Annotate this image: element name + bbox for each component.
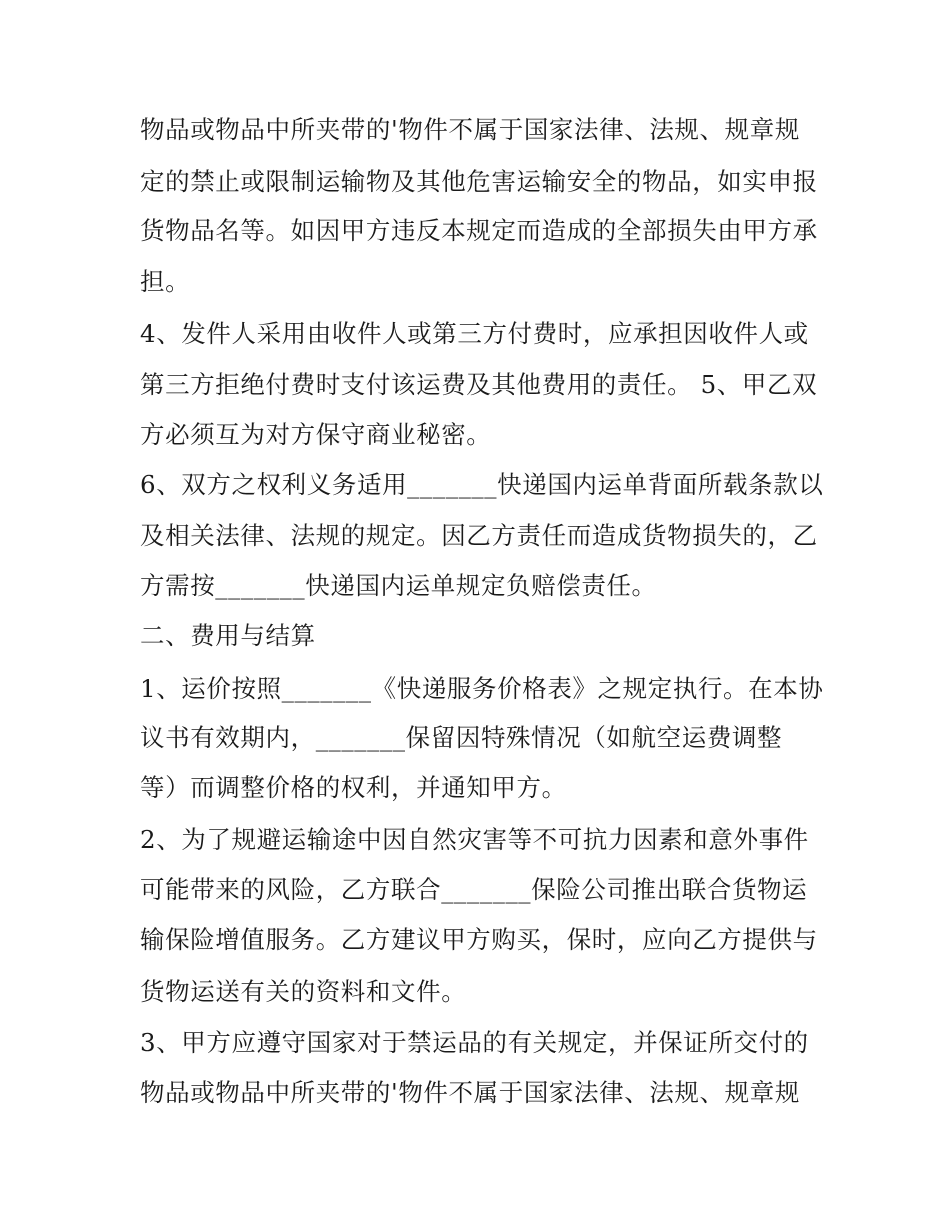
text-line: 担。 [140, 267, 191, 296]
text-line: 议书有效期内，_______保留因特殊情况（如航空运费调整 [140, 723, 783, 752]
text-line: 输保险增值服务。乙方建议甲方购买，保时，应向乙方提供与 [140, 925, 818, 954]
text-line: 货物品名等。如因甲方违反本规定而造成的全部损失由甲方承 [140, 216, 818, 245]
text-line: 定的禁止或限制运输物及其他危害运输安全的物品，如实申报 [140, 167, 818, 196]
text-line: 方需按_______快递国内运单规定负赔偿责任。 [140, 571, 657, 600]
text-line: 可能带来的风险，乙方联合_______保险公司推出联合货物运 [140, 875, 808, 904]
text-line: 及相关法律、法规的规定。因乙方责任而造成货物损失的，乙 [140, 521, 818, 550]
text-line: 3、甲方应遵守国家对于禁运品的有关规定，并保证所交付的 [140, 1028, 809, 1057]
section-heading: 二、费用与结算 [140, 621, 316, 650]
text-line: 第三方拒绝付费时支付该运费及其他费用的责任。 5、甲乙双 [140, 370, 818, 399]
text-line: 4、发件人采用由收件人或第三方付费时，应承担因收件人或 [140, 319, 809, 348]
text-line: 1、运价按照_______《快递服务价格表》之规定执行。在本协 [140, 674, 824, 703]
text-line: 6、双方之权利义务适用_______快递国内运单背面所载条款以 [140, 470, 824, 499]
text-line: 物品或物品中所夹带的'物件不属于国家法律、法规、规章规 [140, 115, 800, 144]
text-line: 方必须互为对方保守商业秘密。 [140, 420, 492, 449]
text-line: 物品或物品中所夹带的'物件不属于国家法律、法规、规章规 [140, 1078, 800, 1107]
text-line: 等）而调整价格的权利，并通知甲方。 [140, 773, 567, 802]
text-line: 货物运送有关的资料和文件。 [140, 977, 467, 1006]
text-line: 2、为了规避运输途中因自然灾害等不可抗力因素和意外事件 [140, 825, 809, 854]
